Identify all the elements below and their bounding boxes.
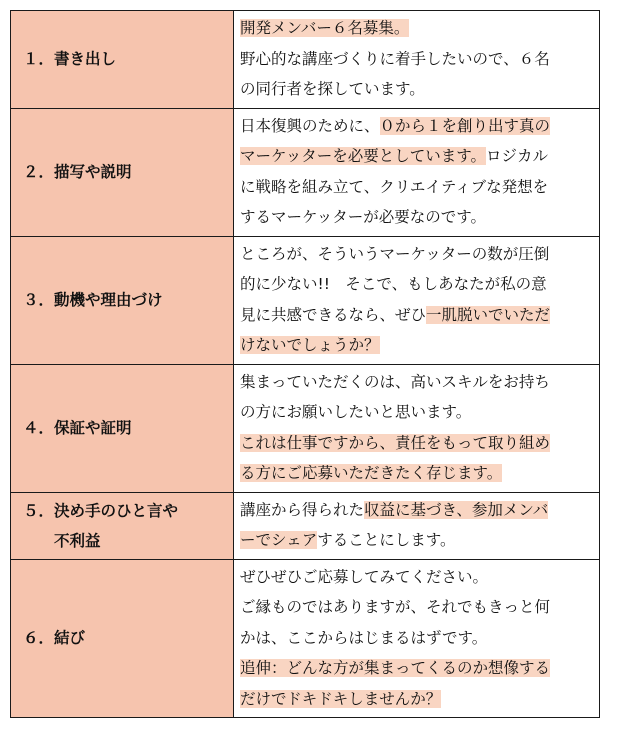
highlighted-text: けないでしょうか？ xyxy=(240,336,380,354)
step-label-text: ２．描写や説明 xyxy=(23,163,132,181)
step-label xyxy=(11,236,234,364)
body-text: するマーケッターが必要なのです。 xyxy=(240,208,486,226)
step-label-text: ６．結び xyxy=(23,629,86,648)
body-line xyxy=(240,111,595,142)
step-label-text: １．書き出し xyxy=(23,50,117,69)
step-body xyxy=(234,11,600,109)
body-line xyxy=(240,269,595,300)
table-row xyxy=(11,492,600,559)
body-text: かは、ここからはじまるはずです。 xyxy=(240,628,488,647)
body-text: 日本復興のために、 xyxy=(240,116,380,135)
highlighted-text: る方にご応募いただきたく存じます。 xyxy=(240,464,503,482)
body-line xyxy=(240,44,595,75)
body-line xyxy=(240,300,595,331)
body-text: することにします。 xyxy=(317,531,456,549)
step-label xyxy=(11,364,234,492)
table-row xyxy=(11,108,600,236)
copywriting-structure-table xyxy=(10,10,600,718)
body-line xyxy=(240,653,595,684)
body-line xyxy=(240,562,595,593)
highlighted-text: ０から１を創り出す真の xyxy=(379,116,551,135)
step-label xyxy=(11,492,234,559)
step-label-text: ５．決め手のひと言や xyxy=(23,501,179,520)
highlighted-text: 追伸：どんな方が集まってくるのか想像する xyxy=(240,659,551,677)
body-line xyxy=(240,172,595,203)
step-body xyxy=(234,364,600,492)
step-label-text: ３．動機や理由づけ xyxy=(23,291,163,309)
step-label-text: 不利益 xyxy=(23,531,101,550)
body-text: 野心的な講座づくりに着手したいので、６名 xyxy=(240,49,550,68)
step-label xyxy=(11,108,234,236)
body-line xyxy=(240,239,595,270)
highlighted-text: マーケッターを必要としています。 xyxy=(240,147,486,165)
body-text: に戦略を組み立て、クリエイティブな発想を xyxy=(240,177,549,196)
highlighted-text: これは仕事ですから、責任をもって取り組め xyxy=(240,433,551,452)
table-row xyxy=(11,11,600,109)
highlighted-text: 収益に基づき、参加メンバ xyxy=(364,500,549,519)
step-body xyxy=(234,559,600,718)
body-text: ところが、そういうマーケッターの数が圧倒 xyxy=(240,244,550,263)
step-label-text: ４．保証や証明 xyxy=(23,419,132,437)
body-line xyxy=(240,525,595,556)
body-line xyxy=(240,367,595,398)
body-line xyxy=(240,141,595,172)
body-line xyxy=(240,458,595,489)
body-text: の同行者を探しています。 xyxy=(240,80,425,98)
table-body xyxy=(11,11,600,718)
table-row xyxy=(11,236,600,364)
step-body xyxy=(234,108,600,236)
body-text: 集まっていただくのは、高いスキルをお持ち xyxy=(240,372,550,391)
step-label xyxy=(11,559,234,718)
highlighted-text: ーでシェア xyxy=(240,531,318,549)
highlighted-text: だけでドキドキしませんか？ xyxy=(240,689,442,708)
table-row xyxy=(11,364,600,492)
body-line xyxy=(240,13,595,44)
table-row xyxy=(11,559,600,718)
body-line xyxy=(240,592,595,623)
body-line xyxy=(240,623,595,654)
body-line xyxy=(240,684,595,715)
body-text: ぜひぜひご応募してみてください。 xyxy=(240,567,489,586)
body-text: ロジカル xyxy=(486,147,549,165)
body-line xyxy=(240,330,595,361)
body-text: 的に少ない!! そこで、もしあなたが私の意 xyxy=(240,275,547,293)
step-body xyxy=(234,492,600,559)
body-line xyxy=(240,428,595,459)
highlighted-text: 一肌脱いでいただ xyxy=(426,305,551,324)
body-line xyxy=(240,397,595,428)
step-label xyxy=(11,11,234,109)
body-text: の方にお願いしたいと思います。 xyxy=(240,403,472,421)
body-line xyxy=(240,202,595,233)
body-text: 講座から得られた xyxy=(240,500,365,519)
body-line xyxy=(240,74,595,105)
body-text: 見に共感できるなら、ぜひ xyxy=(240,305,427,324)
step-body xyxy=(234,236,600,364)
body-text: ご縁ものではありますが、それでもきっと何 xyxy=(240,598,551,616)
highlighted-text: 開発メンバー６名募集。 xyxy=(240,19,410,37)
body-line xyxy=(240,495,595,526)
